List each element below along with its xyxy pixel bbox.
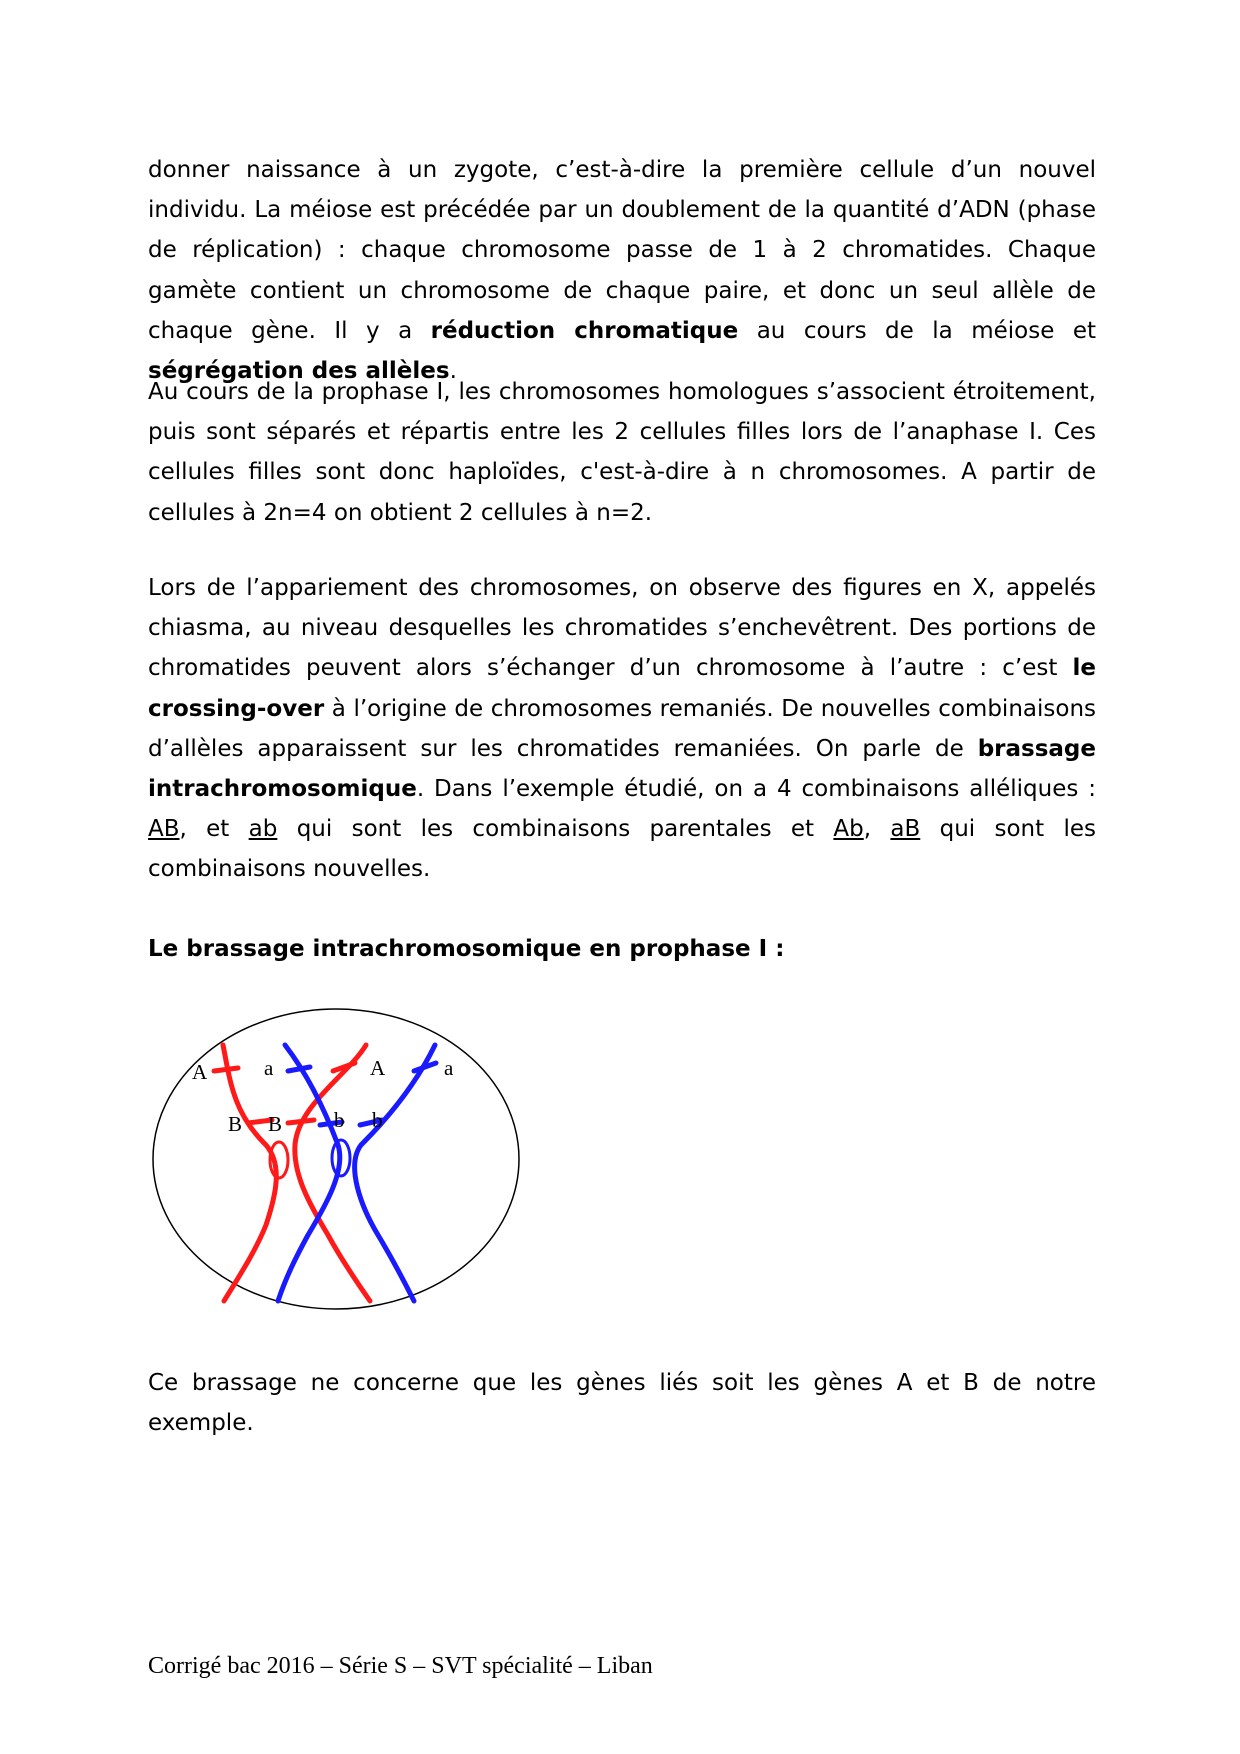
label-A-2: A: [370, 1056, 386, 1080]
label-b-1: b: [334, 1108, 345, 1132]
crossing-over-diagram: [148, 1005, 538, 1325]
locus-a-tick-1: [288, 1067, 310, 1071]
paragraph-prophase: Au cours de la prophase I, les chromosomes homologues s’associent étroitement, puis sont séparés et répartis entre les 2 cellules filles lors de l’anaphase I. Ces cellules filles sont donc haploïdes, c'est-à-dire à n chromosomes. A partir de cellules à 2n=4 on obtient 2 cellules à n=2.: [148, 379, 1096, 526]
label-A-1: A: [192, 1060, 208, 1084]
term-segregation-alleles: ségrégation des allèles: [148, 358, 450, 385]
label-b-2: b: [372, 1108, 383, 1132]
combination-ab: ab: [248, 816, 278, 843]
section-heading: Le brassage intrachromosomique en prophase I :: [148, 936, 785, 962]
paragraph-meiosis: donner naissance à un zygote, c’est-à-dire la première cellule d’un nouvel individu. La méiose est précédée par un doublement de la quantité d’ADN (phase de réplication) : chaque chromosome passe de 1 à 2 chromatides. Chaque gamète contient un chromosome de chaque paire, et donc un seul allèle de chaque gène. Il y a réduction chromatique au cours de la méiose et ségrégation des allèles.: [148, 157, 1097, 385]
red-chromatid-2: [295, 1045, 370, 1301]
paragraph-conclusion: Ce brassage ne concerne que les gènes liés soit les gènes A et B de notre exemple.: [148, 1370, 1096, 1437]
label-a-1: a: [264, 1056, 274, 1080]
combination-AB: AB: [148, 816, 180, 843]
label-a-2: a: [444, 1056, 454, 1080]
blue-chromatid-2: [355, 1045, 435, 1301]
page-footer: Corrigé bac 2016 – Série S – SVT spécialité – Liban: [148, 1653, 653, 1679]
blue-chromosome: [278, 1045, 436, 1301]
label-B-1: B: [228, 1112, 243, 1136]
label-B-2: B: [268, 1112, 283, 1136]
term-crossing-over: le crossing-over: [148, 655, 1096, 722]
red-chromatid-1: [223, 1045, 276, 1301]
cell-outline: [153, 1009, 519, 1309]
term-reduction-chromatique: réduction chromatique: [430, 317, 739, 344]
term-brassage-intrachromosomique: brassage intrachromosomique: [148, 735, 1096, 803]
combination-Ab: Ab: [833, 816, 864, 843]
paragraph-crossing-over: Lors de l’appariement des chromosomes, on observe des figures en X, appelés chiasma, au niveau desquelles les chromatides s’enchevêtrent. Des portions de chromatides peuvent alors s’échanger d’un chromosome à l’autre : c’est le crossing-over à l’origine de chromosomes remaniés. De nouvelles combinaisons d’allèles apparaissent sur les chromatides remaniées. On parle de brassage intrachromosomique. Dans l’exemple étudié, on a 4 combinaisons alléliques : AB, et ab qui sont les combinaisons parentales et Ab, aB qui sont les combinaisons nouvelles.: [148, 575, 1096, 883]
locus-A-tick-1: [214, 1068, 238, 1071]
locus-B-tick-2: [288, 1120, 314, 1123]
combination-aB: aB: [890, 816, 921, 843]
